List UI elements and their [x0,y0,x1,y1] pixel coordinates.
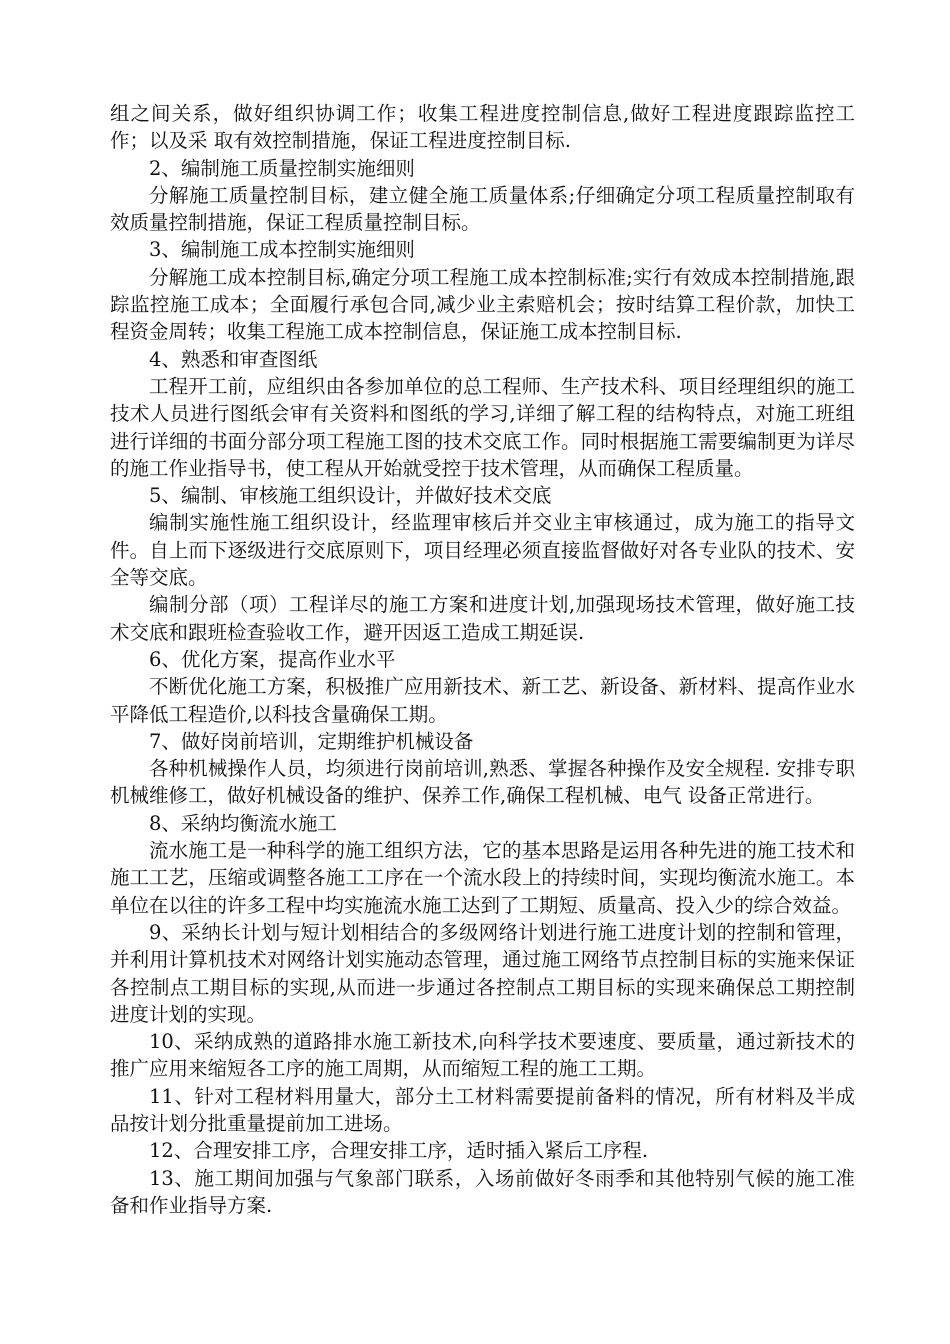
paragraph-quality-control: 分解施工质量控制目标，建立健全施工质量体系;仔细确定分项工程质量控制取有效质量控制措施，保证工程质量控制目标。 [110,183,855,235]
paragraph-flow-construction: 流水施工是一种科学的施工组织方法，它的基本思路是运用各种先进的施工技术和施工工艺，压缩或调整各施工工序在一个流水段上的持续时间，实现均衡流水施工。本单位在以往的许多工程中均实施流水施工达到了工期短、质量高、投入少的综合效益。 [110,839,855,917]
document-body [110,100,855,1219]
paragraph-new-technology: 10、采纳成熟的道路排水施工新技术,向科学技术要速度、要质量，通过新技术的推广应用来缩短各工序的施工周期，从而缩短工程的施工工期。 [110,1030,855,1081]
heading-construction-design: 5、编制、审核施工组织设计，并做好技术交底 [149,484,552,508]
paragraph-network-plan: 9、采纳长计划与短计划相结合的多级网络计划进行施工进度计划的控制和管理，并利用计算机技术对网络计划实施动态管理，通过施工网络节点控制目标的实施来保证各控制点工期目标的实现,从而进一步通过各控制点工期目标的实现来确保总工期控制进度计划的实现。 [110,920,855,1026]
paragraph-drawing-review: 工程开工前，应组织由各参加单位的总工程师、生产技术科、项目经理组织的施工技术人员进行图纸会审有关资料和图纸的学习,详细了解工程的结构特点，对施工班组进行详细的书面分部分项工程施工图的技术交底工作。同时根据施工需要编制更为详尽的施工作业指导书，使工程从开始就受控于技术管理，从而确保工程质量。 [110,374,855,480]
heading-drawing-review: 4、熟悉和审查图纸 [149,347,318,371]
paragraph-scheduling: 12、合理安排工序，合理安排工序，适时插入紧后工序程. [149,1139,649,1163]
paragraph-cost-control: 分解施工成本控制目标,确定分项工程施工成本控制标准;实行有效成本控制措施,跟踪监控施工成本；全面履行承包合同,减少业主索赔机会；按时结算工程价款，加快工程资金周转；收集工程施工成本控制信息，保证施工成本控制目标. [110,265,855,344]
paragraph-training: 各种机械操作人员，均须进行岗前培训,熟悉、掌握各种操作及安全规程. 安排专职机械维修工，做好机械设备的维护、保养工作,确保工程机械、电气 设备正常进行。 [110,757,855,808]
paragraph-continuation: 组之间关系，做好组织协调工作；收集工程进度控制信息,做好工程进度跟踪监控工作；以及采 取有效控制措施，保证工程进度控制目标. [110,102,855,153]
heading-training: 7、做好岗前培训，定期维护机械设备 [149,729,474,753]
paragraph-optimize-plan: 不断优化施工方案，积极推广应用新技术、新工艺、新设备、新材料、提高作业水平降低工程造价,以科技含量确保工期。 [110,675,855,726]
paragraph-construction-design: 编制实施性施工组织设计，经监理审核后并交业主审核通过，成为施工的指导文件。自上而下逐级进行交底原则下，项目经理必须直接监督做好对各专业队的技术、安全等交底。 [110,511,855,590]
paragraph-weather: 13、施工期间加强与气象部门联系，入场前做好冬雨季和其他特别气候的施工准备和作业指导方案. [110,1166,855,1217]
heading-flow-construction: 8、采纳均衡流水施工 [149,811,337,835]
paragraph-materials: 11、针对工程材料用量大，部分土工材料需要提前备料的情况，所有材料及半成品按计划分批重量提前加工进场。 [110,1084,855,1135]
heading-quality-control: 2、编制施工质量控制实施细则 [149,156,415,180]
heading-cost-control: 3、编制施工成本控制实施细则 [149,238,415,262]
paragraph-construction-plan: 编制分部（项）工程详尽的施工方案和进度计划,加强现场技术管理，做好施工技术交底和跟班检查验收工作，避开因返工造成工期延误. [110,593,855,644]
heading-optimize-plan: 6、优化方案，提高作业水平 [149,647,396,671]
